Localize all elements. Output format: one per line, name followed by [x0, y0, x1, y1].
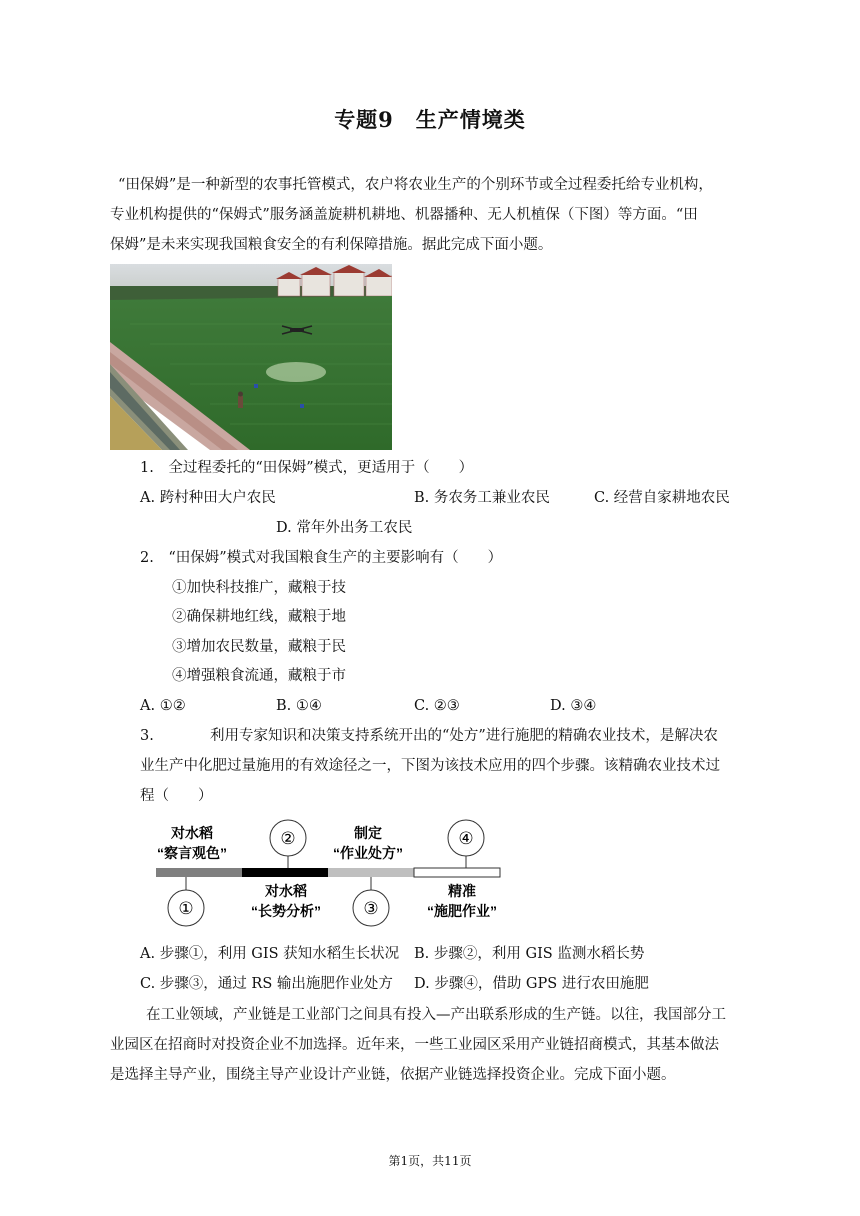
label-prescription-l2: “作业处方” — [333, 845, 403, 861]
q2-option-a[interactable]: A. ①② — [140, 698, 186, 714]
q2-item-4: ④增强粮食流通，藏粮于市 — [172, 668, 346, 684]
q3-option-c[interactable]: C. 步骤③，通过 RS 输出施肥作业处方 — [140, 976, 393, 992]
q1-option-c[interactable]: C. 经营自家耕地农民 — [594, 490, 730, 506]
industry-line-1: 在工业领域，产业链是工业部门之间具有投入—产出联系形成的生产链。以往，我国部分工 — [146, 1007, 726, 1023]
q2-stem: 2. “田保姆”模式对我国粮食生产的主要影响有（ ） — [140, 550, 503, 566]
q3-option-d[interactable]: D. 步骤④，借助 GPS 进行农田施肥 — [414, 976, 649, 992]
q2-item-1: ①加快科技推广，藏粮于技 — [172, 580, 346, 596]
label-fertilize-l2: “施肥作业” — [427, 903, 497, 919]
bar-segment-4 — [414, 868, 500, 877]
q2-option-c[interactable]: C. ②③ — [414, 698, 460, 714]
precision-agriculture-diagram — [140, 818, 520, 928]
step-3-label: ③ — [363, 899, 379, 918]
q1-option-d[interactable]: D. 常年外出务工农民 — [276, 520, 413, 536]
bar-segment-3 — [328, 868, 414, 877]
label-observe-l2: “察言观色” — [157, 845, 227, 861]
q1-stem: 1. 全过程委托的“田保姆”模式，更适用于（ ） — [140, 460, 474, 476]
drone-field-photo — [110, 264, 392, 450]
page-footer: 第1页，共11页 — [388, 1154, 472, 1168]
q1-option-b[interactable]: B. 务农务工兼业农民 — [414, 490, 550, 506]
step-4-label: ④ — [458, 829, 474, 848]
label-observe-l1: 对水稻 — [171, 825, 213, 841]
page-title: 专题9 生产情境类 — [334, 107, 526, 132]
q2-option-b[interactable]: B. ①④ — [276, 698, 322, 714]
q1-option-a[interactable]: A. 跨村种田大户农民 — [140, 490, 276, 506]
step-1-label: ① — [178, 899, 194, 918]
label-prescription-l1: 制定 — [354, 825, 382, 841]
q2-option-d[interactable]: D. ③④ — [550, 698, 597, 714]
label-analysis-l2: “长势分析” — [251, 903, 321, 919]
label-fertilize-l1: 精准 — [448, 883, 476, 899]
industry-passage — [110, 1000, 750, 1090]
intro-line-2: 专业机构提供的“保姆式”服务涵盖旋耕机耕地、机器播种、无人机植保（下图）等方面。“田 — [110, 207, 698, 223]
q3-stem-line-1: 利用专家知识和决策支持系统开出的“处方”进行施肥的精确农业技术，是解决农 — [210, 728, 718, 744]
q3-stem-line-3: 程（ ） — [140, 788, 213, 804]
q2-item-2: ②确保耕地红线，藏粮于地 — [172, 609, 346, 625]
intro-passage — [110, 170, 750, 260]
intro-line-3: 保姆”是未来实现我国粮食安全的有利保障措施。据此完成下面小题。 — [110, 237, 553, 253]
q3-option-b[interactable]: B. 步骤②，利用 GIS 监测水稻长势 — [414, 946, 645, 962]
q3-stem-line-2: 业生产中化肥过量施用的有效途径之一，下图为该技术应用的四个步骤。该精确农业技术过 — [140, 758, 720, 774]
q2-item-3: ③增加农民数量，藏粮于民 — [172, 639, 346, 655]
industry-line-2: 业园区在招商时对投资企业不加选择。近年来，一些工业园区采用产业链招商模式，其基本做法 — [110, 1037, 719, 1053]
q3-option-a[interactable]: A. 步骤①，利用 GIS 获知水稻生长状况 — [140, 946, 400, 962]
label-analysis-l1: 对水稻 — [265, 883, 307, 899]
q3-number: 3. — [140, 728, 154, 744]
industry-line-3: 是选择主导产业，围绕主导产业设计产业链，依据产业链选择投资企业。完成下面小题。 — [110, 1067, 676, 1083]
intro-line-1: “田保姆”是一种新型的农事托管模式，农户将农业生产的个别环节或全过程委托给专业机构， — [118, 177, 713, 193]
step-2-label: ② — [280, 829, 296, 848]
bar-segment-1 — [156, 868, 242, 877]
bar-segment-2 — [242, 868, 328, 877]
